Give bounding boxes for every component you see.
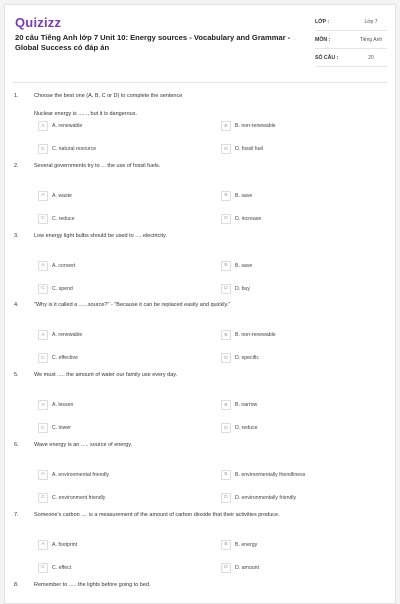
option-letter-box[interactable]: D [221,563,231,573]
question-item [5,439,395,509]
answer-option-a[interactable] [38,470,109,480]
answer-option-a[interactable] [38,121,82,131]
question-item [5,509,395,579]
question-number: 3. [14,232,19,239]
answer-option-a[interactable] [38,330,82,340]
answer-option-c[interactable] [38,423,71,433]
answer-option-c[interactable] [38,563,71,573]
option-letter-box[interactable]: A [38,191,48,201]
option-text: A. footprint [52,541,78,548]
option-text: B. save [235,192,253,199]
question-number: 8. [14,581,19,588]
question-prompt: Nuclear energy is ......, but it is dangerous. [34,111,138,117]
meta-label: MÔN : [315,37,331,43]
answer-option-b[interactable] [221,330,276,340]
option-text: D. specific [235,355,259,362]
option-letter-box[interactable]: A [38,470,48,480]
option-letter-box[interactable]: C [38,563,48,573]
option-letter-box[interactable]: A [38,121,48,131]
answer-option-d[interactable] [221,493,296,503]
answer-option-c[interactable] [38,284,73,294]
option-text: D. environmentally friendly [235,494,297,501]
answer-option-c[interactable] [38,214,75,224]
meta-value: Lớp 7 [364,19,378,25]
question-item [5,90,395,160]
option-letter-box[interactable]: B [221,191,231,201]
option-letter-box[interactable]: B [221,470,231,480]
meta-value: Tiếng Anh [359,37,383,43]
answer-option-c[interactable] [38,144,96,154]
answer-option-c[interactable] [38,493,105,503]
option-text: C. lower [52,425,72,432]
option-letter-box[interactable]: B [221,540,231,550]
question-number: 5. [14,372,19,379]
option-text: C. environment friendly [52,494,106,501]
answer-option-d[interactable] [221,284,250,294]
option-text: B. save [235,262,253,269]
question-number: 6. [14,441,19,448]
option-letter-box[interactable]: A [38,330,48,340]
answer-option-b[interactable] [221,261,252,271]
option-letter-box[interactable]: C [38,493,48,503]
question-item [5,160,395,230]
option-text: D. increase [235,215,262,222]
question-list [5,90,395,604]
question-text: "Why is it called a ......source?" - "Because it can be replaced easily and quickly." [34,302,231,309]
option-letter-box[interactable]: D [221,214,231,224]
question-text: Someone's carbon .... is a measurement of the amount of carbon dioxide that their activities produce. [34,511,280,518]
worksheet-meta [315,13,387,67]
answer-option-a[interactable] [38,400,73,410]
option-text: D. reduce [235,425,258,432]
option-text: A. lessen [52,402,74,409]
option-text: B. narrow [235,402,258,409]
question-text: Remember to ..... the lights before going to bed. [34,581,151,588]
answer-option-d[interactable] [221,214,261,224]
question-item [5,369,395,439]
option-text: A. renewable [52,332,83,339]
question-text: Low energy light bulbs should be used to .... electricity. [34,232,167,239]
option-letter-box[interactable]: C [38,144,48,154]
answer-option-d[interactable] [221,144,263,154]
meta-row [315,49,387,67]
meta-value: 20 [368,55,374,61]
option-letter-box[interactable]: C [38,353,48,363]
question-text: Choose the best one (A, B, C or D) to complete the sentence [34,93,183,99]
answer-option-d[interactable] [221,423,258,433]
answer-option-b[interactable] [221,400,257,410]
option-text: C. effect [52,564,72,571]
option-letter-box[interactable]: A [38,400,48,410]
option-text: B. non-renewable [235,332,276,339]
meta-row [315,13,387,31]
option-letter-box[interactable]: C [38,214,48,224]
option-text: C. spend [52,285,73,292]
answer-option-b[interactable] [221,121,276,131]
question-item [5,579,395,604]
answer-option-a[interactable] [38,191,72,201]
option-text: D. buy [235,285,250,292]
question-text: We must ..... the amount of water our family use every day. [34,372,178,379]
option-letter-box[interactable]: A [38,540,48,550]
option-text: A. environmental friendly [52,471,110,478]
option-letter-box[interactable]: C [38,284,48,294]
option-letter-box[interactable]: B [221,400,231,410]
option-letter-box[interactable]: D [221,144,231,154]
option-text: C. natural resource [52,146,97,152]
option-text: A. renewable [52,123,83,129]
option-text: B. environmentally friendliness [235,471,306,478]
option-text: D. amount [235,564,259,571]
question-text: Wave energy is an ..... source of energy. [34,441,133,448]
option-text: A. convert [52,262,76,269]
option-letter-box[interactable]: B [221,330,231,340]
option-letter-box[interactable]: D [221,493,231,503]
worksheet-title: 20 câu Tiếng Anh lớp 7 Unit 10: Energy sources - Vocabulary and Grammar - Global Success có đáp án [15,33,291,52]
option-letter-box[interactable]: D [221,284,231,294]
answer-option-b[interactable] [221,540,257,550]
worksheet-page [4,4,396,604]
question-text: Several governments try to ... the use of fossil fuels. [34,162,161,169]
option-letter-box[interactable]: A [38,261,48,271]
option-text: D. fossil fuel [235,146,264,152]
answer-option-d[interactable] [221,563,259,573]
option-text: A. waste [52,192,72,199]
worksheet-header [13,5,387,83]
option-text: B. non-renewable [235,123,276,129]
meta-label: LỚP : [315,19,330,25]
question-number: 7. [14,511,19,518]
option-text: B. energy [235,541,258,548]
question-number: 2. [14,162,19,169]
question-item [5,299,395,369]
quizizz-logo[interactable]: Quizizz [15,15,62,30]
question-number: 4. [14,302,19,309]
option-letter-box[interactable]: B [221,261,231,271]
option-text: C. reduce [52,215,75,222]
answer-option-b[interactable] [221,191,252,201]
meta-row [315,31,387,49]
option-letter-box[interactable]: C [38,423,48,433]
meta-label: SỐ CÂU : [315,55,339,61]
question-number: 1. [14,93,19,99]
answer-option-d[interactable] [221,353,259,363]
answer-option-c[interactable] [38,353,78,363]
answer-option-b[interactable] [221,470,305,480]
answer-option-a[interactable] [38,540,77,550]
option-letter-box[interactable]: D [221,353,231,363]
question-item [5,230,395,300]
option-text: C. effective [52,355,78,362]
option-letter-box[interactable]: B [221,121,231,131]
option-letter-box[interactable]: D [221,423,231,433]
answer-option-a[interactable] [38,261,75,271]
